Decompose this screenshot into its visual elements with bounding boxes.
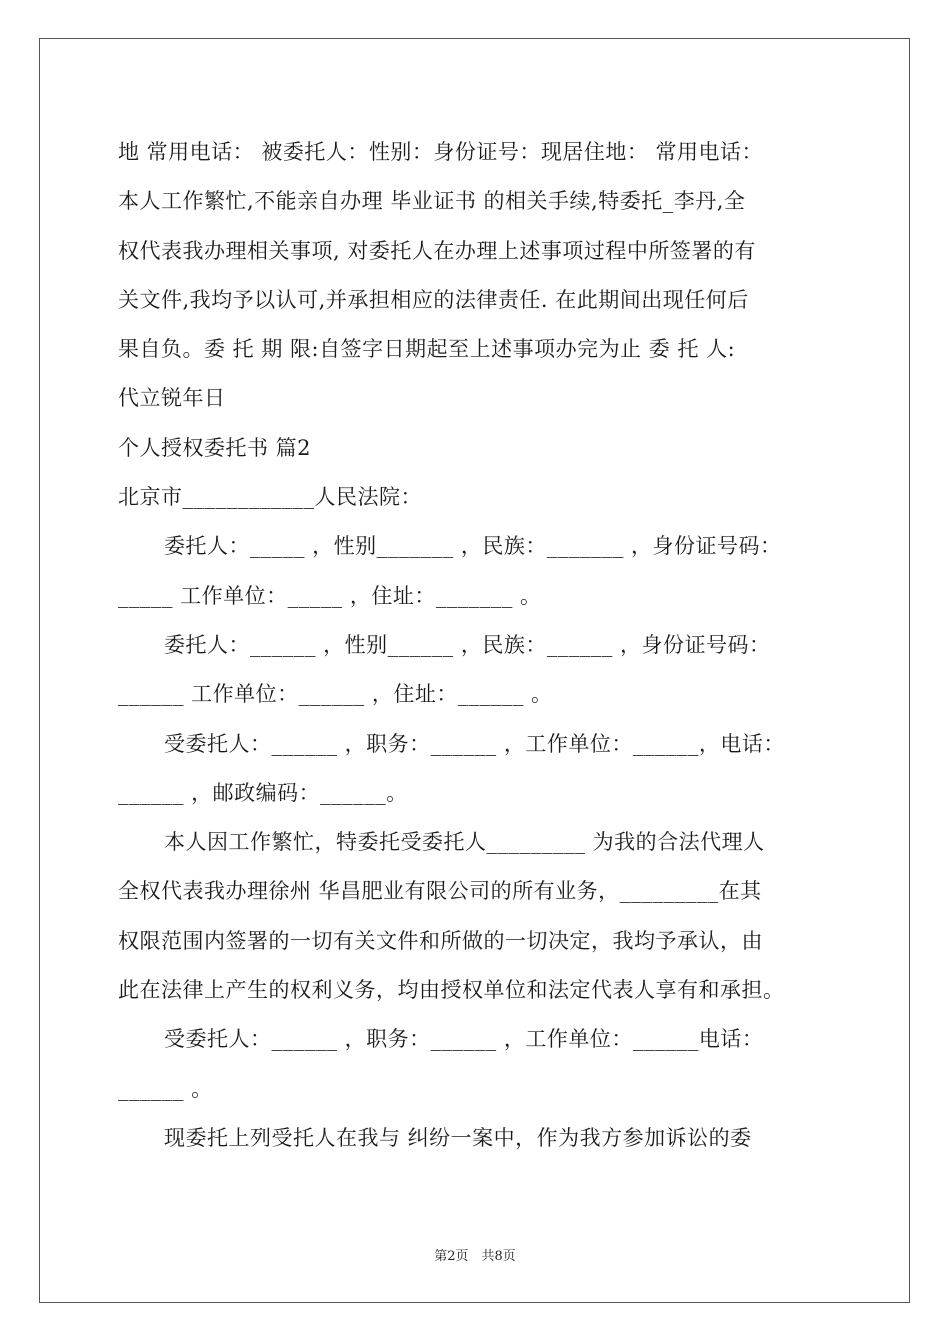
paragraph-line: 此在法律上产生的权利义务，均由授权单位和法定代表人享有和承担。 bbox=[118, 978, 785, 1003]
agent-continued: ______ ，邮政编码：______。 bbox=[118, 780, 408, 805]
text-line: 关文件,我均予以认可,并承担相应的法律责任. 在此期间出现任何后 bbox=[118, 287, 749, 312]
text-line: 地 常用电话： 被委托人：性别：身份证号：现居住地： 常用电话： bbox=[118, 140, 764, 164]
principal-1-continued: _____ 工作单位：_____ ，住址：_______ 。 bbox=[118, 583, 542, 608]
text-line: 权代表我办理相关事项, 对委托人在办理上述事项过程中所签署的有 bbox=[118, 238, 756, 263]
agent-line: 受委托人：______ ，职务：______ ，工作单位：______，电话： bbox=[164, 731, 785, 756]
agent-line-2: 受委托人：______ ，职务：______ ，工作单位：______电话： bbox=[164, 1027, 764, 1052]
text-line: 果自负。委 托 期 限:自签字日期起至上述事项办完为止 委 托 人: bbox=[118, 337, 736, 362]
paragraph-line: 本人因工作繁忙，特委托受委托人_________ 为我的合法代理人 bbox=[164, 830, 765, 855]
paragraph-line: 权限范围内签署的一切有关文件和所做的一切决定，我均予承认，由 bbox=[118, 928, 763, 953]
addressee-line: 北京市____________人民法院： bbox=[118, 485, 422, 510]
text-line: 代立锐年日 bbox=[118, 386, 226, 411]
section-heading: 个人授权委托书 篇2 bbox=[118, 435, 312, 460]
agent-continued-2: ______ 。 bbox=[118, 1076, 213, 1101]
principal-2-continued: ______ 工作单位：______ ，住址：______ 。 bbox=[118, 682, 553, 707]
text-line: 本人工作繁忙,不能亲自办理 毕业证书 的相关手续,特委托_李丹,全 bbox=[118, 189, 746, 214]
paragraph-line: 现委托上列受托人在我与 纠纷一案中，作为我方参加诉讼的委 bbox=[164, 1125, 752, 1150]
document-body bbox=[118, 128, 848, 1163]
paragraph-line: 全权代表我办理徐州 华昌肥业有限公司的所有业务，_________在其 bbox=[118, 879, 762, 904]
page-indicator: 第2页 共8页 bbox=[434, 1249, 516, 1264]
principal-1-line: 委托人：_____ ，性别_______ ，民族：_______ ，身份证号码： bbox=[164, 534, 782, 559]
principal-2-line: 委托人：______ ，性别______ ，民族：______ ，身份证号码： bbox=[164, 632, 771, 657]
